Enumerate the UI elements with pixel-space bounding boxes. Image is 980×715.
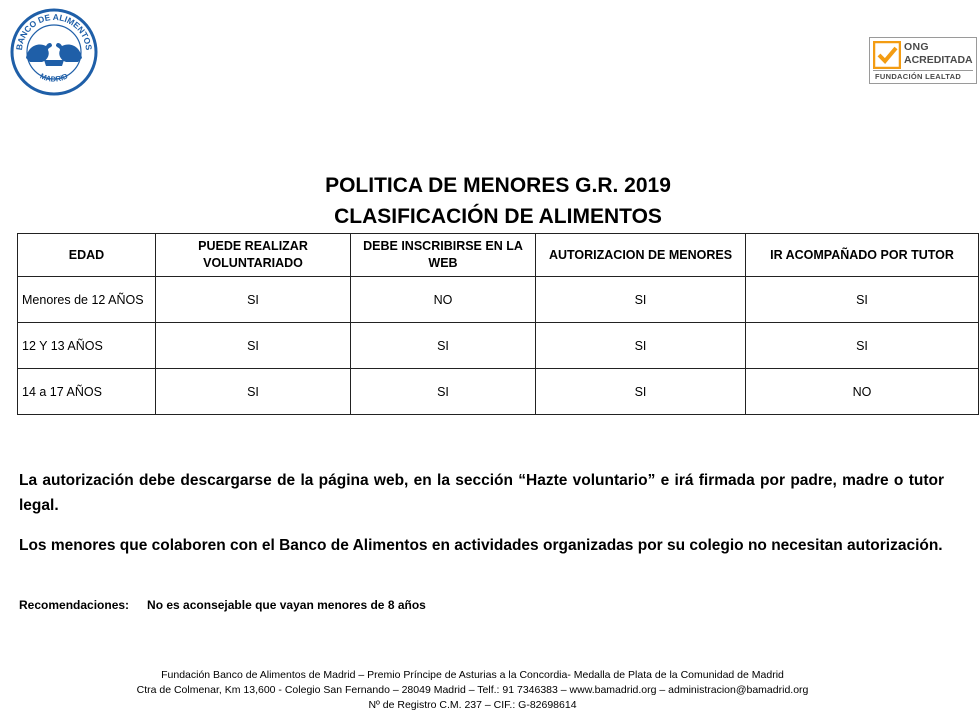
cell-value: SI [536,277,746,323]
recommendations-label: Recomendaciones: [19,598,130,612]
cell-value: SI [746,323,979,369]
authorization-paragraph: La autorización debe descargarse de la página web, en la sección “Hazte voluntario” e irá firmada por padre, madre o tutor legal. [19,472,944,514]
table-row [18,277,979,323]
recommendations-value: No es aconsejable que vayan menores de 8 años [147,598,426,612]
cell-age: Menores de 12 AÑOS [18,277,156,323]
policy-table [17,233,979,415]
document-title: POLITICA DE MENORES G.R. 2019 [325,174,671,197]
header-voluntariado: PUEDE REALIZAR VOLUNTARIADO [156,234,351,277]
cell-value: SI [351,369,536,415]
logo-arc-top-text: BANCO DE ALIMENTOS [13,11,95,51]
cell-value: SI [536,369,746,415]
cell-value: NO [746,369,979,415]
svg-text:MADRID [39,71,70,84]
header-inscribirse: DEBE INSCRIBIRSE EN LA WEB [351,234,536,277]
header-autorizacion: AUTORIZACION DE MENORES [536,234,746,277]
cell-value: SI [746,277,979,323]
recommendations [19,598,426,612]
document-subtitle: CLASIFICACIÓN DE ALIMENTOS [334,205,662,228]
banco-alimentos-logo-graphic [8,6,100,98]
school-paragraph: Los menores que colaboren con el Banco de Alimentos en actividades organizadas por su colegio no necesitan autorización. [19,537,943,554]
logo-arc-bottom-text: MADRID [38,71,70,84]
cell-age: 12 Y 13 AÑOS [18,323,156,369]
ong-acreditada-logo [869,37,977,84]
table-row [18,369,979,415]
cell-value: SI [351,323,536,369]
svg-text:BANCO DE ALIMENTOS [14,12,94,51]
header-edad: EDAD [18,234,156,277]
cell-value: SI [156,323,351,369]
fundacion-lealtad-label: FUNDACIÓN LEALTAD [875,72,962,81]
footer-line-2: Ctra de Colmenar, Km 13,600 - Colegio San Fernando – 28049 Madrid – Telf.: 91 7346383 – www.bamadrid.org – administracion@bamadrid.org [136,684,809,696]
banco-alimentos-logo [8,6,100,98]
acreditada-label: ACREDITADA [904,54,973,66]
ong-label: ONG [904,41,929,53]
table-header-row [18,234,979,277]
footer-line-1: Fundación Banco de Alimentos de Madrid – Premio Príncipe de Asturias a la Concordia- Medalla de Plata de la Comunidad de Madrid [161,669,784,681]
check-badge-icon [873,41,901,69]
cell-value: SI [536,323,746,369]
cell-age: 14 a 17 AÑOS [18,369,156,415]
logo-divider [873,70,973,71]
cell-value: NO [351,277,536,323]
header-tutor: IR ACOMPAÑADO POR TUTOR [746,234,979,277]
cell-value: SI [156,369,351,415]
table-row [18,323,979,369]
footer-line-3: Nº de Registro C.M. 237 – CIF.: G-82698614 [368,699,577,711]
cell-value: SI [156,277,351,323]
